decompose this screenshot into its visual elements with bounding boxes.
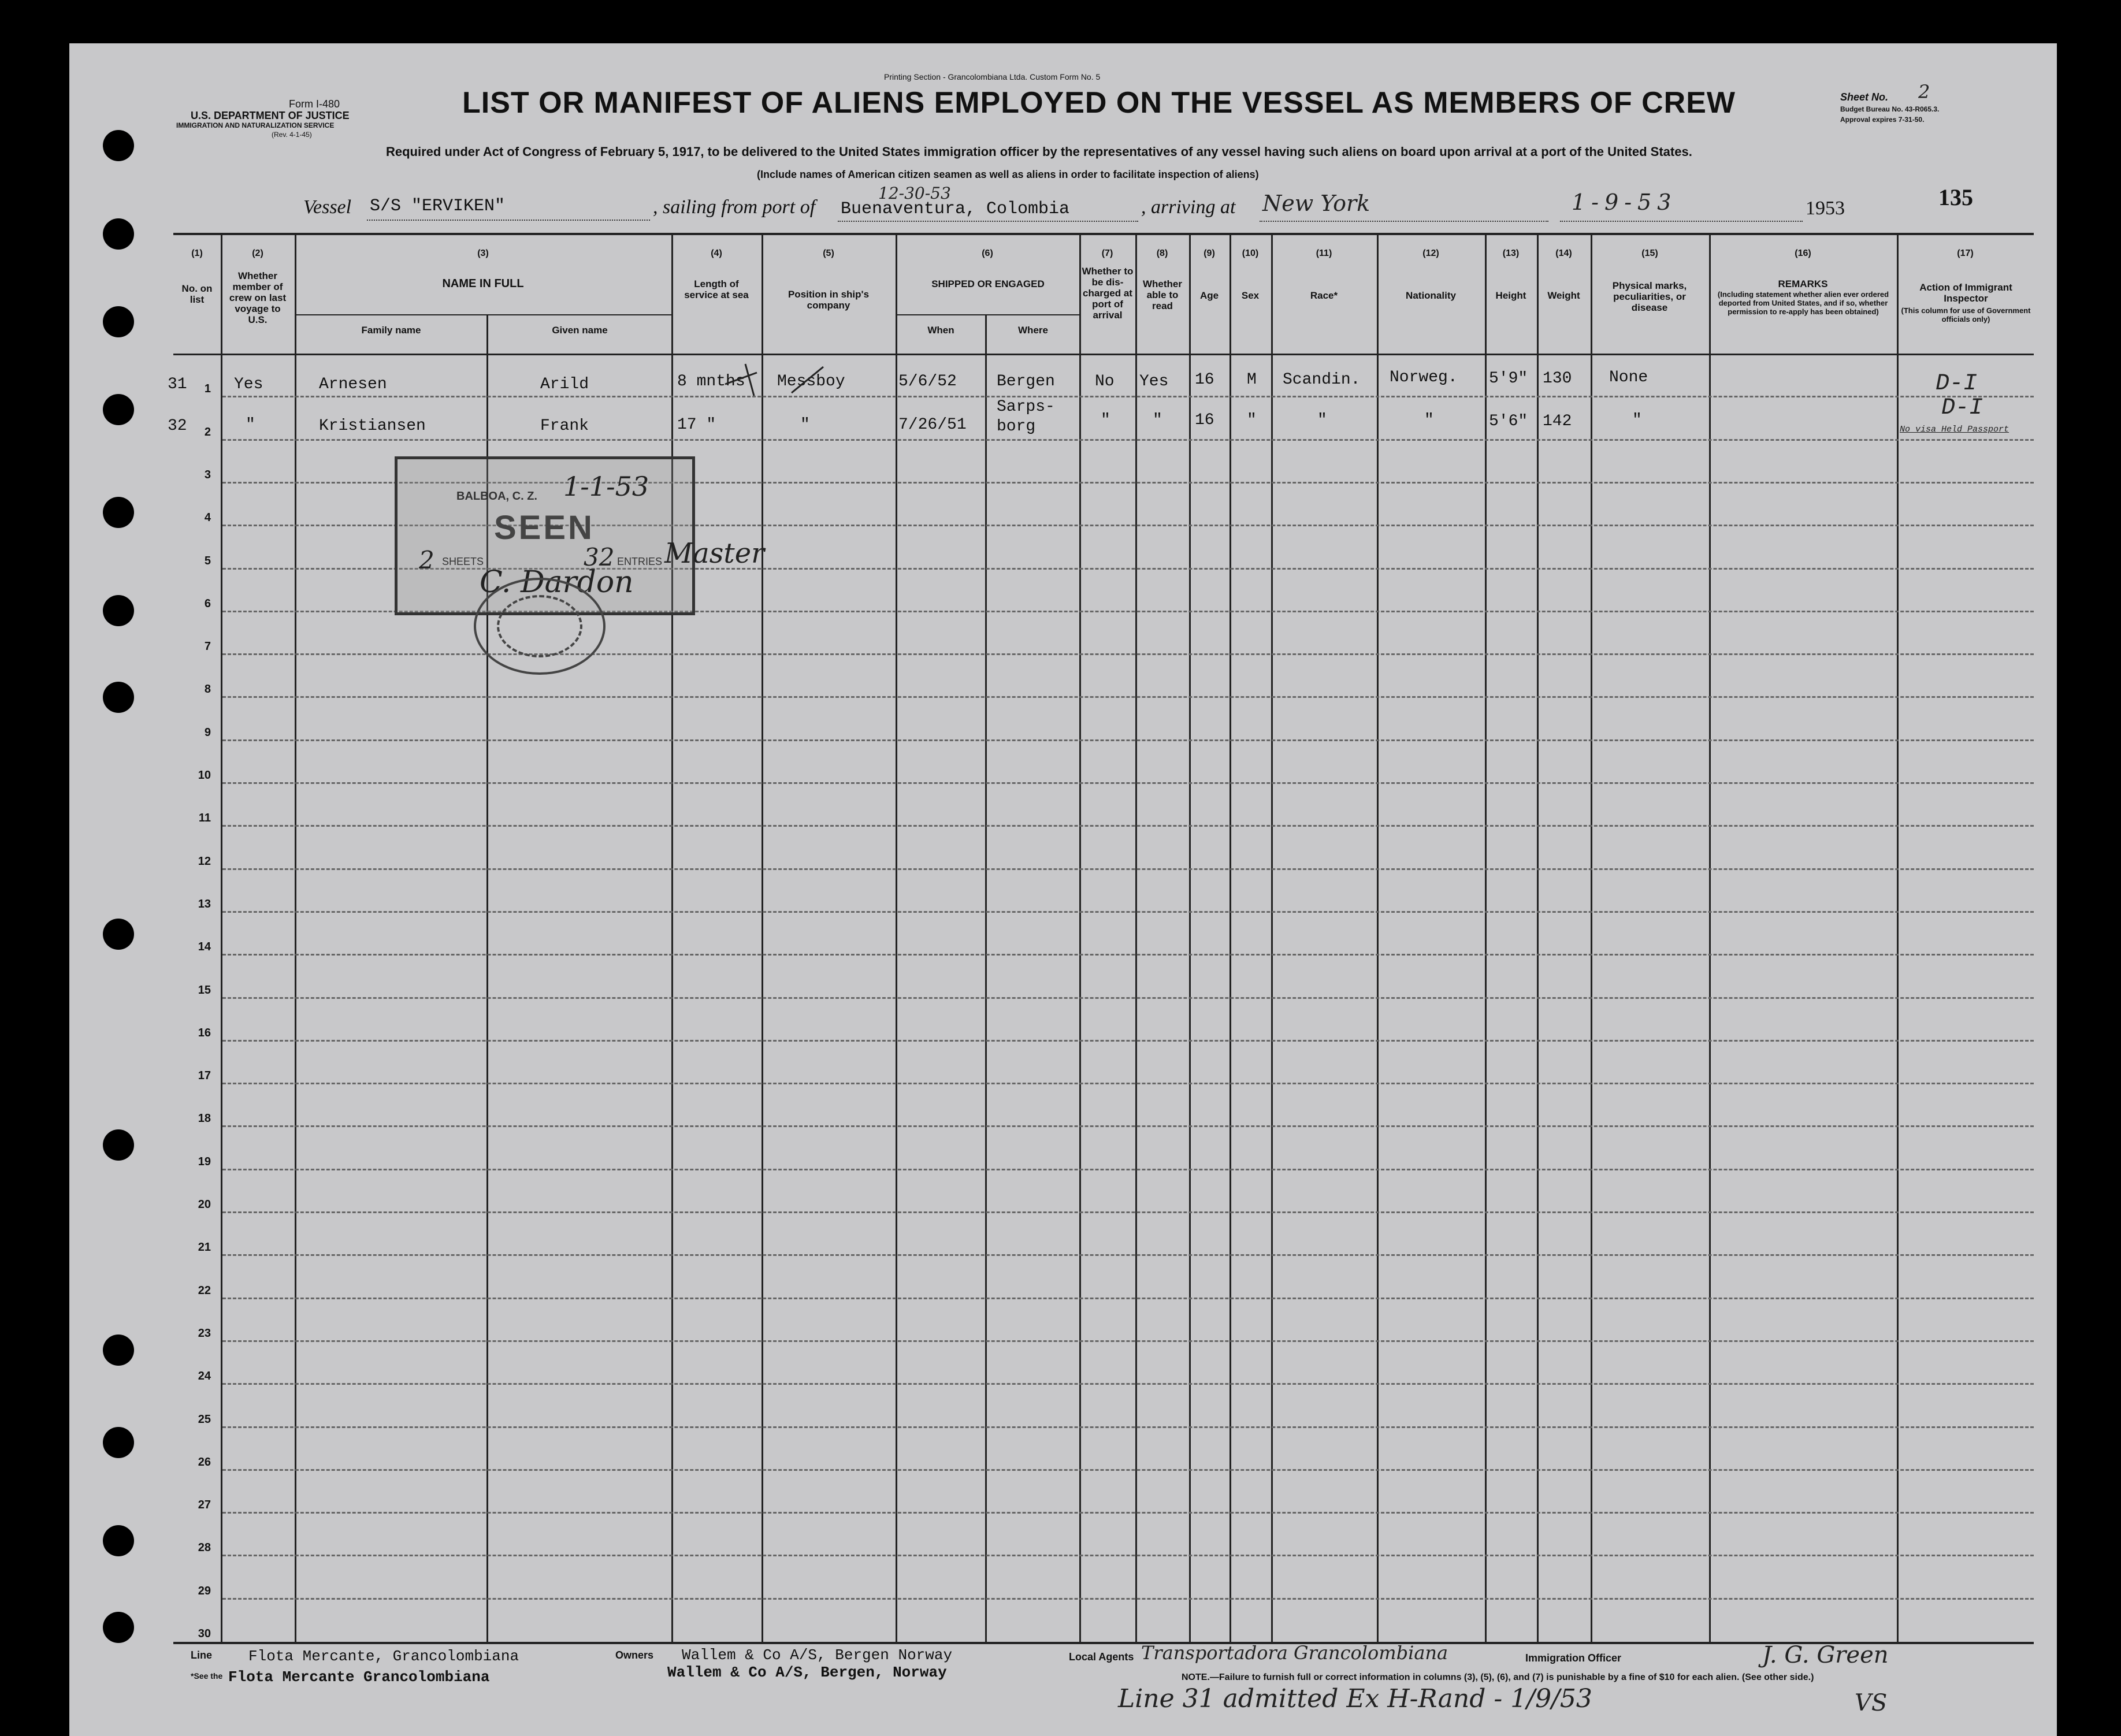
page-number: 135 xyxy=(1938,184,1973,210)
subheader-line-6 xyxy=(897,314,1080,315)
row-line xyxy=(222,1169,2034,1170)
col-header-3: NAME IN FULL xyxy=(442,277,524,290)
line-number: 20 xyxy=(198,1198,211,1211)
line-value-print: Flota Mercante Grancolombiana xyxy=(228,1668,490,1686)
last-voyage: Yes xyxy=(234,376,263,393)
seal-stamp-inner xyxy=(497,595,582,657)
arriving-port: New York xyxy=(1262,191,1370,216)
owners-value-print: Wallem & Co A/S, Bergen, Norway xyxy=(667,1664,947,1681)
line-number: 23 xyxy=(198,1326,211,1340)
sex: M xyxy=(1247,371,1257,389)
officer-label: Immigration Officer xyxy=(1525,1652,1622,1664)
line-number: 18 xyxy=(198,1112,211,1125)
col-line xyxy=(1271,233,1273,1642)
vessel-underline xyxy=(367,220,650,221)
check-mark xyxy=(722,361,826,402)
line-number: 19 xyxy=(198,1155,211,1168)
line-label: Line xyxy=(191,1649,213,1661)
punch-hole xyxy=(103,595,134,626)
department: U.S. DEPARTMENT OF JUSTICE xyxy=(191,110,350,121)
nationality: " xyxy=(1424,411,1434,429)
stamp-sheets-label: SHEETS xyxy=(442,556,484,567)
row-line xyxy=(222,1598,2034,1600)
col-line xyxy=(762,233,763,1642)
col-num-8: (8) xyxy=(1156,248,1168,258)
col-num-10: (10) xyxy=(1242,248,1259,258)
col-line xyxy=(1591,233,1592,1642)
col-header-12: Nationality xyxy=(1406,290,1456,301)
col-header-16: REMARKS xyxy=(1778,278,1828,289)
col-num-11: (11) xyxy=(1316,248,1332,258)
line-number: 14 xyxy=(198,941,211,954)
col-header-17: Action of Immigrant Inspector xyxy=(1919,282,2012,304)
row-line xyxy=(222,911,2034,913)
col-header-7: Whether to be dis-charged at port of arrival xyxy=(1082,266,1134,321)
row-line xyxy=(222,1555,2034,1556)
sheet-label: Sheet No. xyxy=(1840,91,1889,103)
col-line xyxy=(1485,233,1487,1642)
physical-marks: " xyxy=(1632,411,1642,429)
printing-section: Printing Section - Grancolombiana Ltda. Custom Form No. 5 xyxy=(884,72,1101,81)
hand-date: 12-30-53 xyxy=(878,184,951,203)
table-top-border xyxy=(173,233,2034,235)
line-number: 1 xyxy=(204,382,211,396)
col-num-6: (6) xyxy=(982,248,993,258)
subtitle: Required under Act of Congress of February 5, 1917, to be delivered to the United States immigration officer by the representatives of any vessel having such aliens on board upon arrival at a port of the United States. xyxy=(386,144,1692,159)
discharged: No xyxy=(1095,373,1115,391)
shipped-when: 5/6/52 xyxy=(898,373,957,391)
line-number: 30 xyxy=(198,1627,211,1640)
list-no: 31 xyxy=(168,376,187,393)
line-number: 17 xyxy=(198,1069,211,1083)
shipped-when: 7/26/51 xyxy=(898,416,967,434)
row-line xyxy=(222,1426,2034,1428)
date-underline xyxy=(1560,221,1803,222)
col-line xyxy=(1229,233,1231,1642)
row-line xyxy=(222,439,2034,441)
col-header-13: Height xyxy=(1495,290,1526,301)
col-num-1: (1) xyxy=(191,248,203,258)
subheader-line-3 xyxy=(296,314,671,315)
stamp-date: 1-1-53 xyxy=(563,471,649,502)
stamp-entries-count: 32 xyxy=(584,543,615,571)
col-header-14: Weight xyxy=(1547,290,1580,301)
owners-label: Owners xyxy=(615,1649,654,1661)
arriving-label: , arriving at xyxy=(1141,196,1236,218)
stamp-place: BALBOA, C. Z. xyxy=(456,490,537,503)
vessel-name: S/S "ERVIKEN" xyxy=(370,196,506,216)
col-header-2: Whether member of crew on last voyage to U.S. xyxy=(229,270,287,325)
row-line xyxy=(222,954,2034,956)
col-line xyxy=(985,314,987,1642)
col-num-17: (17) xyxy=(1957,248,1974,258)
col-num-4: (4) xyxy=(711,248,722,258)
arrival-date: 1-9-53 xyxy=(1572,189,1677,215)
row-line xyxy=(222,696,2034,698)
age: 16 xyxy=(1195,411,1214,429)
arriving-underline xyxy=(1260,221,1548,222)
col-line xyxy=(1189,233,1191,1642)
service-length: 17 " xyxy=(677,416,716,434)
line-number: 16 xyxy=(198,1026,211,1039)
row-line xyxy=(222,739,2034,741)
master-signature: C. Dardon xyxy=(480,565,634,600)
punch-hole xyxy=(103,394,134,425)
punch-hole xyxy=(103,1129,134,1161)
footer-note: NOTE.—Failure to furnish full or correct information in columns (3), (5), (6), and (7) is punishable by a fine of $10 for each alien. (See other side.) xyxy=(1182,1672,1814,1682)
punch-hole xyxy=(103,919,134,950)
race: Scandin. xyxy=(1283,371,1361,389)
header-bottom-border xyxy=(173,354,2034,355)
inspector-action: D-I xyxy=(1941,395,1983,421)
col-header-9: Age xyxy=(1199,290,1219,301)
row-line xyxy=(222,1211,2034,1213)
stamp-sheets-count: 2 xyxy=(419,546,434,574)
officer-signature: J. G. Green xyxy=(1762,1642,1889,1668)
line-number: 15 xyxy=(198,983,211,997)
row-line xyxy=(222,782,2034,784)
col-line xyxy=(221,233,222,1642)
col-header-5: Position in ship's company xyxy=(788,289,870,311)
subtitle-note: (Include names of American citizen seamen as well as aliens in order to facilitate inspection of aliens) xyxy=(757,169,1259,180)
list-no: 32 xyxy=(168,417,187,435)
row-line xyxy=(222,1254,2034,1256)
budget-bureau: Budget Bureau No. 43-R065.3. xyxy=(1840,105,1940,113)
punch-hole xyxy=(103,130,134,161)
col-line xyxy=(1377,233,1379,1642)
punch-hole xyxy=(103,497,134,528)
col-num-3: (3) xyxy=(477,248,489,258)
row-line xyxy=(222,825,2034,827)
col-num-5: (5) xyxy=(823,248,834,258)
punch-hole xyxy=(103,682,134,713)
inspector-action: D-I xyxy=(1936,371,1978,397)
col-line xyxy=(1079,233,1081,1642)
agents-value: Transportadora Grancolombiana xyxy=(1141,1642,1448,1664)
owners-value: Wallem & Co A/S, Bergen Norway xyxy=(682,1646,953,1664)
last-voyage: " xyxy=(246,416,255,434)
given-name: Frank xyxy=(540,417,589,435)
punch-hole xyxy=(103,306,134,337)
line-number: 13 xyxy=(198,897,211,910)
col-header-when: When xyxy=(927,325,954,336)
line-number: 2 xyxy=(204,425,211,438)
col-header-1: No. on list xyxy=(181,283,213,305)
line-number: 5 xyxy=(204,554,211,567)
punch-hole xyxy=(103,1525,134,1556)
col-line xyxy=(1135,233,1137,1642)
stamp-entries-label: ENTRIES xyxy=(617,556,663,567)
shipped-where: Sarps- borg xyxy=(997,398,1055,436)
col-num-15: (15) xyxy=(1641,248,1658,258)
row-line xyxy=(222,1083,2034,1084)
col-header-16-note: (Including statement whether alien ever ordered deported from United States, and if so, whether permission to re-apply has been obtained) xyxy=(1717,290,1889,316)
stamp-word: SEEN xyxy=(494,509,595,547)
year: 1953 xyxy=(1806,198,1845,219)
col-header-given: Given name xyxy=(552,325,608,336)
punch-hole xyxy=(103,218,134,250)
punch-hole xyxy=(103,1334,134,1366)
inspector-note: No visa Held Passport xyxy=(1900,425,2009,434)
sailing-label: , sailing from port of xyxy=(653,196,816,218)
row-line xyxy=(222,1340,2034,1342)
physical-marks: None xyxy=(1609,369,1648,386)
race: " xyxy=(1317,411,1327,429)
col-line xyxy=(1537,233,1539,1642)
line-number: 10 xyxy=(198,769,211,782)
line-value: Flota Mercante, Grancolombiana xyxy=(248,1648,519,1665)
line-number: 28 xyxy=(198,1541,211,1555)
col-line xyxy=(1897,233,1899,1642)
col-header-4: Length of service at sea xyxy=(684,278,749,300)
able-to-read: " xyxy=(1153,411,1162,429)
col-header-8: Whether able to read xyxy=(1143,278,1182,311)
line-number: 26 xyxy=(198,1455,211,1469)
height: 5'9" xyxy=(1489,370,1528,388)
col-line xyxy=(1709,233,1711,1642)
line-number: 3 xyxy=(204,468,211,481)
departure-port: Buenaventura, Colombia xyxy=(841,199,1070,219)
col-num-13: (13) xyxy=(1502,248,1520,258)
line-number: 7 xyxy=(204,640,211,653)
line-number: 22 xyxy=(198,1284,211,1297)
service: IMMIGRATION AND NATURALIZATION SERVICE xyxy=(176,121,335,129)
line-number: 8 xyxy=(204,683,211,696)
sex: " xyxy=(1247,411,1257,429)
line-number: 24 xyxy=(198,1370,211,1383)
row-line xyxy=(222,1383,2034,1385)
position: " xyxy=(800,416,810,434)
vessel-label: Vessel xyxy=(303,196,352,218)
initials: VS xyxy=(1855,1690,1888,1716)
line-number: 11 xyxy=(198,812,211,825)
row-line xyxy=(222,1125,2034,1127)
col-line xyxy=(295,233,296,1642)
weight: 130 xyxy=(1543,370,1572,388)
nationality: Norweg. xyxy=(1390,369,1458,386)
agents-label: Local Agents xyxy=(1069,1651,1134,1663)
line-number: 6 xyxy=(204,597,211,610)
master-label: Master xyxy=(664,537,765,570)
col-header-6: SHIPPED OR ENGAGED xyxy=(931,278,1045,289)
col-num-16: (16) xyxy=(1795,248,1811,258)
sheet-number: 2 xyxy=(1918,81,1930,103)
position: Messboy xyxy=(777,373,845,391)
col-num-2: (2) xyxy=(252,248,263,258)
row-line xyxy=(222,868,2034,870)
shipped-where: Bergen xyxy=(997,373,1055,391)
col-line xyxy=(671,233,673,1642)
approval: Approval expires 7-31-50. xyxy=(1840,116,1925,124)
row-line xyxy=(222,1040,2034,1042)
row-line xyxy=(222,1512,2034,1514)
line-number: 27 xyxy=(198,1499,211,1512)
line-number: 12 xyxy=(198,854,211,868)
col-header-family: Family name xyxy=(361,325,421,336)
port-underline xyxy=(838,221,1138,222)
col-line xyxy=(896,233,897,1642)
handwritten-note: Line 31 admitted Ex H-Rand - 1/9/53 xyxy=(1118,1684,1592,1713)
col-header-where: Where xyxy=(1018,325,1048,336)
able-to-read: Yes xyxy=(1139,373,1169,391)
service-length: 8 mnths xyxy=(677,373,745,391)
col-num-9: (9) xyxy=(1203,248,1215,258)
row-line xyxy=(222,997,2034,999)
line-number: 25 xyxy=(198,1412,211,1426)
weight: 142 xyxy=(1543,412,1572,430)
row-line xyxy=(222,396,2034,397)
family-name: Arnesen xyxy=(319,376,387,393)
col-header-15: Physical marks, peculiarities, or disease xyxy=(1612,280,1687,313)
col-header-17-note: (This column for use of Government officials only) xyxy=(1901,306,2031,324)
line-number: 21 xyxy=(198,1241,211,1254)
line-number: 4 xyxy=(204,511,211,525)
see-note: *See the xyxy=(191,1671,223,1681)
revision: (Rev. 4-1-45) xyxy=(272,131,312,139)
form-number: Form I-480 xyxy=(289,98,340,110)
row-line xyxy=(222,1298,2034,1299)
discharged: " xyxy=(1101,411,1110,429)
line-number: 9 xyxy=(204,726,211,739)
col-num-7: (7) xyxy=(1101,248,1113,258)
height: 5'6" xyxy=(1489,412,1528,430)
line-number: 29 xyxy=(198,1584,211,1597)
table-bottom-border xyxy=(173,1642,2034,1644)
given-name: Arild xyxy=(540,376,589,393)
col-num-12: (12) xyxy=(1422,248,1439,258)
family-name: Kristiansen xyxy=(319,417,426,435)
punch-hole xyxy=(103,1612,134,1643)
col-header-11: Race* xyxy=(1310,290,1338,301)
col-header-10: Sex xyxy=(1241,290,1260,301)
age: 16 xyxy=(1195,371,1214,389)
row-line xyxy=(222,1469,2034,1471)
punch-hole xyxy=(103,1427,134,1458)
page-title: LIST OR MANIFEST OF ALIENS EMPLOYED ON THE VESSEL AS MEMBERS OF CREW xyxy=(462,86,1736,120)
col-num-14: (14) xyxy=(1555,248,1572,258)
